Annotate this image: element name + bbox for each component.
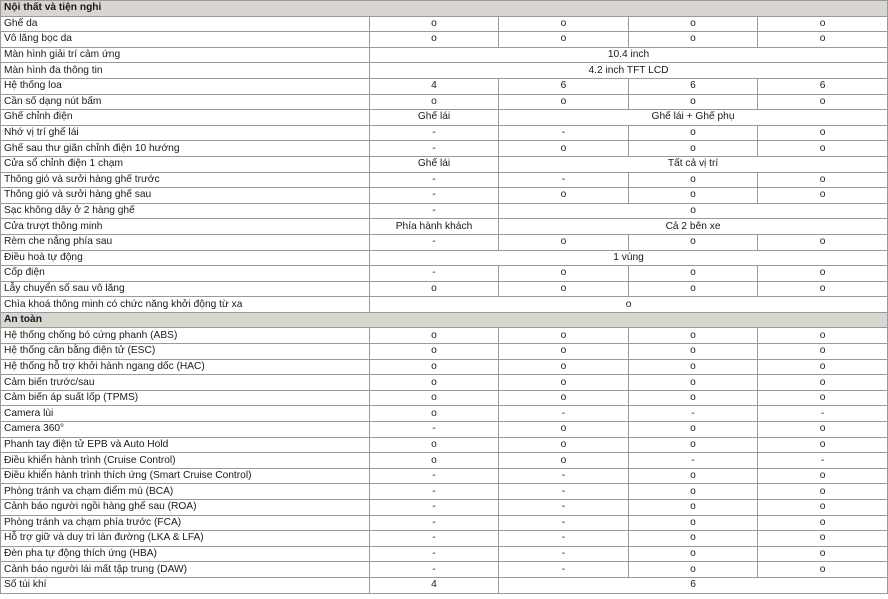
feature-value: o [758,266,888,282]
feature-value: o [629,562,758,578]
feature-value: o [370,453,499,469]
feature-value: - [370,172,499,188]
feature-value: 6 [499,577,888,593]
table-row [1,390,888,406]
feature-value: o [499,203,888,219]
section-header-row [1,1,888,17]
feature-value: - [499,468,629,484]
feature-value: 1 vùng [370,250,888,266]
feature-value: 4.2 inch TFT LCD [370,63,888,79]
feature-value: o [499,328,629,344]
feature-value: o [629,188,758,204]
feature-value: o [758,234,888,250]
feature-label: Phanh tay điện tử EPB và Auto Hold [1,437,370,453]
feature-value: - [370,234,499,250]
feature-label: Camera 360° [1,422,370,438]
feature-label: Camera lùi [1,406,370,422]
table-row [1,281,888,297]
table-row [1,562,888,578]
table-row [1,203,888,219]
feature-value: o [499,16,629,32]
table-row [1,546,888,562]
feature-value: - [758,453,888,469]
table-row [1,468,888,484]
feature-value: - [499,515,629,531]
feature-label: Cốp điện [1,266,370,282]
feature-value: - [499,406,629,422]
table-row [1,328,888,344]
feature-value: o [629,468,758,484]
feature-value: o [629,94,758,110]
feature-value: o [499,94,629,110]
feature-value: 10.4 inch [370,47,888,63]
feature-label: Cảnh báo người lái mất tập trung (DAW) [1,562,370,578]
feature-value: o [629,531,758,547]
spec-table-body [1,1,888,594]
feature-label: Chìa khoá thông minh có chức năng khởi động từ xa [1,297,370,313]
feature-value: o [629,344,758,360]
table-row [1,484,888,500]
feature-value: Ghế lái [370,110,499,126]
feature-value: o [370,16,499,32]
feature-value: o [758,546,888,562]
feature-label: Hệ thống cân bằng điện tử (ESC) [1,344,370,360]
feature-label: Thông gió và sưởi hàng ghế trước [1,172,370,188]
feature-value: o [629,390,758,406]
feature-value: o [629,546,758,562]
feature-value: o [499,188,629,204]
feature-value: Tất cả vị trí [499,156,888,172]
section-title: An toàn [1,312,888,328]
feature-value: o [499,375,629,391]
feature-value: - [370,500,499,516]
feature-value: - [499,562,629,578]
section-title: Nội thất và tiện nghi [1,1,888,17]
feature-value: o [629,515,758,531]
feature-value: - [499,500,629,516]
table-row [1,63,888,79]
feature-value: o [629,375,758,391]
feature-value: o [758,94,888,110]
feature-value: o [370,344,499,360]
feature-label: Cửa sổ chỉnh điện 1 chạm [1,156,370,172]
feature-value: o [499,344,629,360]
feature-value: 4 [370,577,499,593]
feature-value: o [499,234,629,250]
feature-value: o [629,328,758,344]
feature-value: o [758,32,888,48]
feature-label: Hệ thống hỗ trợ khởi hành ngang dốc (HAC) [1,359,370,375]
feature-label: Hỗ trợ giữ và duy trì làn đường (LKA & LFA) [1,531,370,547]
table-row [1,94,888,110]
feature-value: o [499,141,629,157]
table-row [1,437,888,453]
feature-value: o [629,172,758,188]
feature-value: o [629,281,758,297]
feature-value: o [370,359,499,375]
feature-value: 4 [370,78,499,94]
table-row [1,47,888,63]
feature-value: o [758,468,888,484]
table-row [1,16,888,32]
feature-value: o [629,422,758,438]
feature-value: - [758,406,888,422]
feature-label: Điều khiển hành trình (Cruise Control) [1,453,370,469]
feature-value: 6 [629,78,758,94]
feature-value: - [370,141,499,157]
feature-value: - [499,172,629,188]
feature-value: o [758,141,888,157]
table-row [1,266,888,282]
table-row [1,422,888,438]
feature-value: o [758,422,888,438]
feature-value: o [370,32,499,48]
table-row [1,110,888,126]
feature-value: o [499,359,629,375]
table-row [1,125,888,141]
feature-value: o [370,375,499,391]
feature-label: Rèm che nắng phía sau [1,234,370,250]
feature-value: - [370,468,499,484]
feature-value: o [758,188,888,204]
feature-value: Ghế lái + Ghế phụ [499,110,888,126]
feature-label: Lẫy chuyển số sau vô lăng [1,281,370,297]
table-row [1,32,888,48]
feature-value: o [758,281,888,297]
feature-value: - [370,266,499,282]
table-row [1,219,888,235]
feature-label: Ghế sau thư giãn chỉnh điện 10 hướng [1,141,370,157]
feature-value: - [499,484,629,500]
feature-value: o [370,390,499,406]
table-row [1,375,888,391]
feature-label: Ghế chỉnh điện [1,110,370,126]
feature-value: o [758,390,888,406]
feature-value: - [629,453,758,469]
feature-value: o [370,406,499,422]
feature-value: o [758,437,888,453]
feature-label: Thông gió và sưởi hàng ghế sau [1,188,370,204]
feature-value: - [499,125,629,141]
feature-label: Phòng tránh va chạm điểm mù (BCA) [1,484,370,500]
feature-value: - [370,188,499,204]
feature-label: Màn hình giải trí cảm ứng [1,47,370,63]
feature-value: o [758,16,888,32]
feature-value: o [629,484,758,500]
table-row [1,188,888,204]
feature-value: o [629,16,758,32]
feature-label: Điều khiển hành trình thích ứng (Smart Cruise Control) [1,468,370,484]
feature-value: - [370,531,499,547]
feature-label: Cảm biến trước/sau [1,375,370,391]
feature-label: Phòng tránh va chạm phía trước (FCA) [1,515,370,531]
feature-value: - [370,125,499,141]
feature-value: - [370,562,499,578]
feature-label: Điều hoà tự động [1,250,370,266]
feature-value: o [758,172,888,188]
feature-value: o [629,437,758,453]
feature-value: o [499,281,629,297]
feature-value: Cả 2 bên xe [499,219,888,235]
feature-label: Đèn pha tự động thích ứng (HBA) [1,546,370,562]
feature-label: Số túi khí [1,577,370,593]
feature-value: o [370,297,888,313]
feature-value: 6 [499,78,629,94]
feature-value: - [629,406,758,422]
feature-label: Hệ thống chống bó cứng phanh (ABS) [1,328,370,344]
feature-value: Phía hành khách [370,219,499,235]
feature-label: Nhớ vị trí ghế lái [1,125,370,141]
feature-value: o [629,359,758,375]
feature-value: o [499,390,629,406]
feature-value: o [758,359,888,375]
feature-value: o [629,266,758,282]
feature-value: o [758,125,888,141]
feature-value: - [370,203,499,219]
feature-label: Hệ thống loa [1,78,370,94]
table-row [1,406,888,422]
feature-value: - [370,515,499,531]
feature-value: o [370,94,499,110]
feature-value: o [370,328,499,344]
feature-value: o [758,344,888,360]
feature-value: o [370,281,499,297]
table-row [1,78,888,94]
feature-value: - [370,484,499,500]
table-row [1,297,888,313]
feature-label: Ghế da [1,16,370,32]
feature-value: o [370,437,499,453]
table-row [1,141,888,157]
feature-value: o [499,266,629,282]
feature-value: o [499,422,629,438]
feature-value: o [758,328,888,344]
feature-value: - [370,422,499,438]
feature-value: o [629,500,758,516]
feature-value: o [499,437,629,453]
feature-value: o [499,453,629,469]
feature-value: o [758,375,888,391]
feature-value: Ghế lái [370,156,499,172]
table-row [1,577,888,593]
feature-value: o [629,141,758,157]
feature-value: - [499,531,629,547]
feature-value: o [629,125,758,141]
feature-label: Sạc không dây ở 2 hàng ghế [1,203,370,219]
feature-label: Cảm biến áp suất lốp (TPMS) [1,390,370,406]
table-row [1,453,888,469]
feature-label: Cần số dạng nút bấm [1,94,370,110]
table-row [1,172,888,188]
feature-value: o [758,484,888,500]
feature-value: o [758,500,888,516]
table-row [1,531,888,547]
feature-value: o [629,234,758,250]
feature-value: 6 [758,78,888,94]
feature-label: Vô lăng bọc da [1,32,370,48]
table-row [1,515,888,531]
table-row [1,344,888,360]
feature-label: Màn hình đa thông tin [1,63,370,79]
feature-value: o [758,562,888,578]
feature-value: - [370,546,499,562]
table-row [1,250,888,266]
feature-value: o [758,515,888,531]
section-header-row [1,312,888,328]
feature-value: o [629,32,758,48]
table-row [1,500,888,516]
table-row [1,156,888,172]
feature-value: o [758,531,888,547]
feature-label: Cửa trượt thông minh [1,219,370,235]
feature-value: - [499,546,629,562]
feature-label: Cảnh báo người ngồi hàng ghế sau (ROA) [1,500,370,516]
feature-value: o [499,32,629,48]
table-row [1,234,888,250]
table-row [1,359,888,375]
